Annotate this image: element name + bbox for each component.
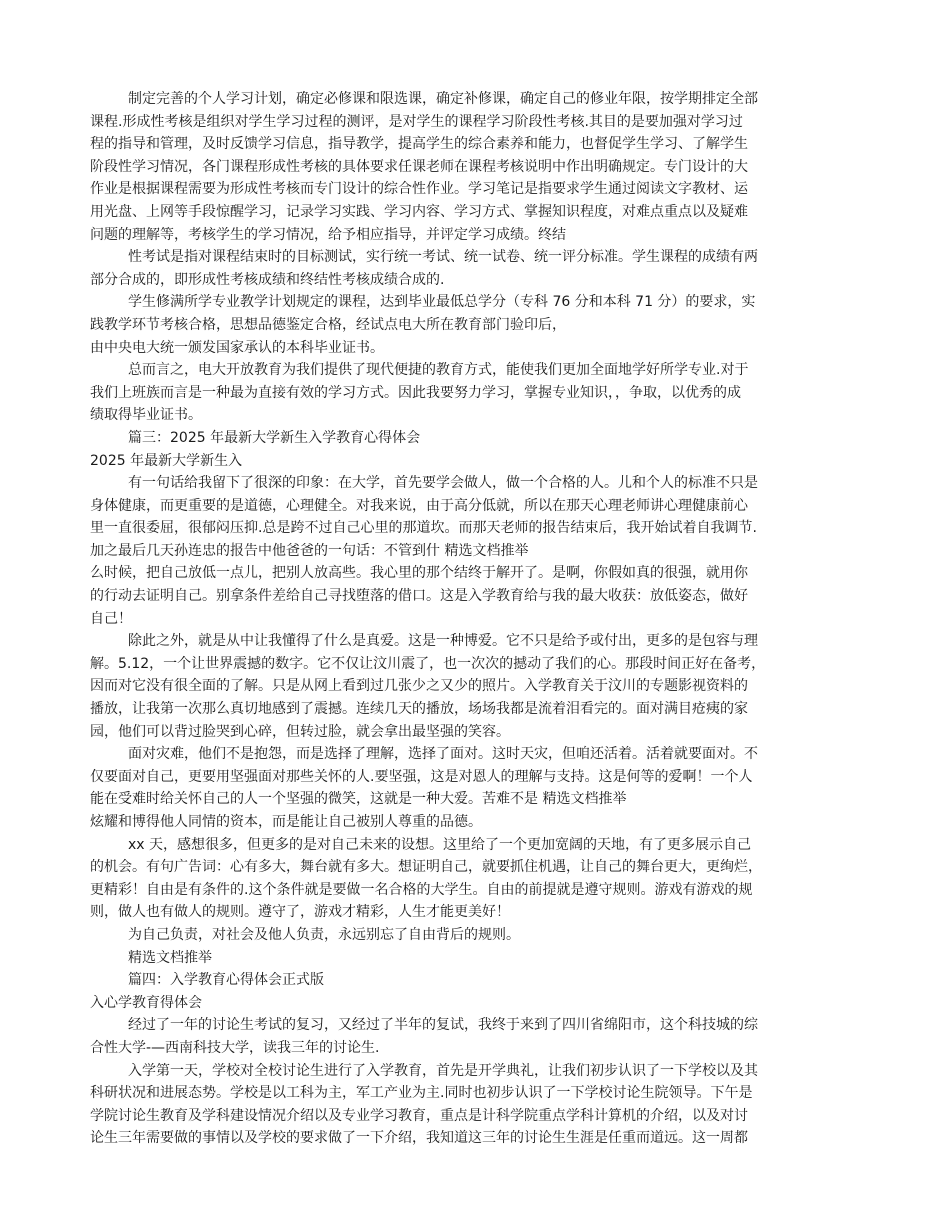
text-line: 用光盘、上网等手段惊醒学习，记录学习实践、学习内容、学习方式、掌握知识程度，对难点重点以及疑难 bbox=[90, 203, 748, 220]
text-line: 践教学环节考核合格，思想品德鉴定合格，经试点电大所在教育部门验印后， bbox=[90, 316, 566, 333]
text-line: 更精彩！自由是有条件的.这个条件就是要做一名合格的大学生。自由的前提就是遵守规则。游戏有游戏的规 bbox=[90, 881, 753, 898]
text-line: 入心学教育得体会 bbox=[90, 994, 202, 1011]
text-line: 科研状况和进展态势。学校是以工科为主，军工产业为主.同时也初步认识了一下学校讨论生院领导。下午是 bbox=[90, 1085, 753, 1102]
text-line: 部分合成的，即形成性考核成绩和终结性考核成绩合成的. bbox=[90, 271, 445, 288]
text-line: 解。5.12，一个让世界震撼的数字。它不仅让汶川震了，也一次次的撼动了我们的心。那段时间正好在备考， bbox=[90, 655, 766, 672]
text-line: 入学第一天，学校对全校讨论生进行了入学教育，首先是开学典礼，让我们初步认识了一下学校以及其 bbox=[128, 1062, 758, 1079]
text-line: 篇四：入学教育心得体会正式版 bbox=[128, 972, 324, 989]
text-line: 论生三年需要做的事情以及学校的要求做了一下介绍，我知道这三年的讨论生生涯是任重而道远。这一周都 bbox=[90, 1130, 748, 1147]
text-line: 里一直很委屈，很郁闷压抑.总是跨不过自己心里的那道坎。而那天老师的报告结束后，我开始试着自我调节. bbox=[90, 520, 757, 537]
text-line: 加之最后几天孙连忠的报告中他爸爸的一句话：不管到什 精选文档推举 bbox=[90, 542, 529, 559]
text-line: 合性大学-—西南科技大学，读我三年的讨论生. bbox=[90, 1039, 380, 1056]
text-line: 精选文档推举 bbox=[128, 949, 212, 966]
text-line: 绩取得毕业证书。 bbox=[90, 407, 202, 424]
text-line: 因而对它没有很全面的了解。只是从网上看到过几张少之又少的照片。入学教育关于汶川的专题影视资料的 bbox=[90, 678, 748, 695]
text-line: 由中央电大统一颁发国家承认的本科毕业证书。 bbox=[90, 339, 384, 356]
text-line: 为自己负责，对社会及他人负责，永远别忘了自由背后的规则。 bbox=[128, 926, 520, 943]
text-line: 么时候，把自己放低一点儿，把别人放高些。我心里的那个结终于解开了。是啊，你假如真的很强，就用你 bbox=[90, 565, 748, 582]
text-line: 我们上班族而言是一种最为直接有效的学习方式。因此我要努力学习，掌握专业知识，，争取，以优秀的成 bbox=[90, 384, 741, 401]
document-body bbox=[90, 88, 860, 1150]
text-line: 播放，让我第一次那么真切地感到了震撼。连续几天的播放，场场我都是流着泪看完的。面对满目疮痍的家 bbox=[90, 701, 748, 718]
text-line: 问题的理解等，考核学生的学习情况，给予相应指导，并评定学习成绩。终结 bbox=[90, 226, 566, 243]
text-line: 园，他们可以背过脸哭到心碎，但转过脸，就会拿出最坚强的笑容。 bbox=[90, 723, 510, 740]
text-line: 有一句话给我留下了很深的印象：在大学，首先要学会做人，做一个合格的人。儿和个人的标准不只是 bbox=[128, 475, 758, 492]
text-line: 2025 年最新大学新生入 bbox=[90, 452, 243, 469]
text-line: 能在受难时给关怀自己的人一个坚强的微笑，这就是一种大爱。苦难不是 精选文档推举 bbox=[90, 791, 627, 808]
text-line: 仅要面对自己，更要用坚强面对那些关怀的人.要坚强，这是对恩人的理解与支持。这是何等的爱啊！一个人 bbox=[90, 768, 753, 785]
text-line: 篇三：2025 年最新大学新生入学教育心得体会 bbox=[128, 429, 421, 446]
text-line: 的行动去证明自己。别拿条件差给自己寻找堕落的借口。这是入学教育给与我的最大收获：放低姿态，做好 bbox=[90, 588, 748, 605]
text-line: 阶段性学习情况，各门课程形成性考核的具体要求任课老师在课程考核说明中作出明确规定。专门设计的大 bbox=[90, 158, 748, 175]
text-line: 学院讨论生教育及学科建设情况介绍以及专业学习教育，重点是计科学院重点学科计算机的介绍，以及对讨 bbox=[90, 1107, 748, 1124]
text-line: 身体健康，而更重要的是道德，心理健全。对我来说，由于高分低就，所以在那天心理老师讲心理健康前心 bbox=[90, 497, 748, 514]
text-line: xx 天，感想很多，但更多的是对自己未来的设想。这里给了一个更加宽阔的天地，有了更多展示自己 bbox=[128, 836, 752, 853]
text-line: 自己！ bbox=[90, 610, 132, 627]
text-line: 经过了一年的讨论生考试的复习，又经过了半年的复试，我终于来到了四川省绵阳市，这个科技城的综 bbox=[128, 1017, 758, 1034]
text-line: 炫耀和博得他人同情的资本，而是能让自己被别人尊重的品德。 bbox=[90, 814, 482, 830]
text-line: 程的指导和管理，及时反馈学习信息，指导教学，提高学生的综合素养和能力，也督促学生学习、了解学生 bbox=[90, 136, 748, 153]
text-line: 的机会。有句广告词：心有多大，舞台就有多大。想证明自己，就要抓住机遇，让自己的舞台更大，更绚烂， bbox=[90, 859, 762, 876]
text-line: 学生修满所学专业教学计划规定的课程，达到毕业最低总学分（专科 76 分和本科 71 分）的要求，实 bbox=[128, 294, 756, 311]
text-line: 则，做人也有做人的规则。遵守了，游戏才精彩，人生才能更美好！ bbox=[90, 904, 510, 921]
text-line: 除此之外，就是从中让我懂得了什么是真爱。这是一种博爱。它不只是给予或付出，更多的是包容与理 bbox=[128, 633, 758, 650]
text-line: 作业是根据课程需要为形成性考核而专门设计的综合性作业。学习笔记是指要求学生通过阅读文字教材、运 bbox=[90, 181, 748, 198]
text-line: 总而言之，电大开放教育为我们提供了现代便捷的教育方式，能使我们更加全面地学好所学专业.对于 bbox=[128, 362, 749, 379]
text-line: 性考试是指对课程结束时的目标测试，实行统一考试、统一试卷、统一评分标准。学生课程的成绩有两 bbox=[128, 249, 758, 266]
text-line: 课程.形成性考核是组织对学生学习过程的测评，是对学生的课程学习阶段性考核.其目的是要加强对学习过 bbox=[90, 113, 743, 130]
text-line: 面对灾难，他们不是抱怨，而是选择了理解，选择了面对。这时天灾，但咱还活着。活着就要面对。不 bbox=[128, 746, 758, 763]
text-line: 制定完善的个人学习计划，确定必修课和限选课，确定补修课，确定自己的修业年限，按学期排定全部 bbox=[128, 91, 758, 107]
